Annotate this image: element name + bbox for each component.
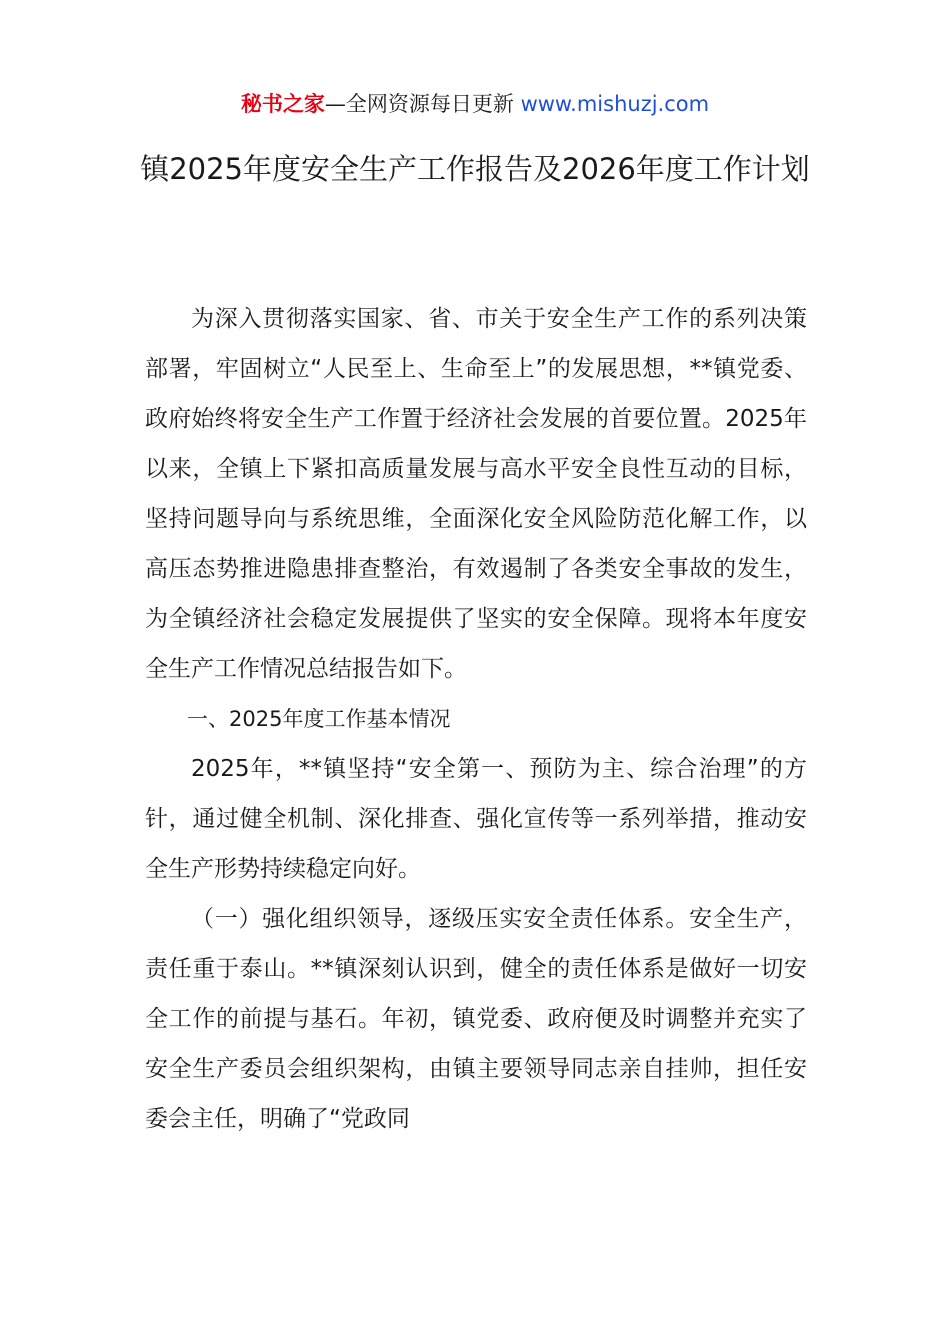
section-summary-paragraph: 2025年，**镇坚持“安全第一、预防为主、综合治理”的方针，通过健全机制、深化排查、强化宣传等一系列举措，推动安全生产形势持续稳定向好。 — [145, 756, 807, 882]
site-url[interactable]: www.mishuzj.com — [520, 92, 710, 116]
site-header — [0, 88, 950, 120]
subsection-paragraph: （一）强化组织领导，逐级压实安全责任体系。安全生产，责任重于泰山。**镇深刻认识到，健全的责任体系是做好一切安全工作的前提与基石。年初，镇党委、政府便及时调整并充实了安全生产委员会组织架构，由镇主要领导同志亲自挂帅，担任安委会主任，明确了“党政同 — [145, 906, 807, 1132]
brand-name: 秘书之家 — [240, 92, 325, 116]
document-title: 镇2025年度安全生产工作报告及2026年度工作计划 — [140, 152, 810, 186]
intro-paragraph: 为深入贯彻落实国家、省、市关于安全生产工作的系列决策部署，牢固树立“人民至上、生命至上”的发展思想，**镇党委、政府始终将安全生产工作置于经济社会发展的首要位置。2025年以来，全镇上下紧扣高质量发展与高水平安全良性互动的目标，坚持问题导向与系统思维，全面深化安全风险防范化解工作，以高压态势推进隐患排查整治，有效遏制了各类安全事故的发生，为全镇经济社会稳定发展提供了坚实的安全保障。现将本年度安全生产工作情况总结报告如下。 — [145, 306, 807, 682]
section-heading: 一、2025年度工作基本情况 — [187, 707, 451, 731]
document-body — [145, 294, 807, 1144]
header-tagline: —全网资源每日更新 — [324, 92, 521, 116]
